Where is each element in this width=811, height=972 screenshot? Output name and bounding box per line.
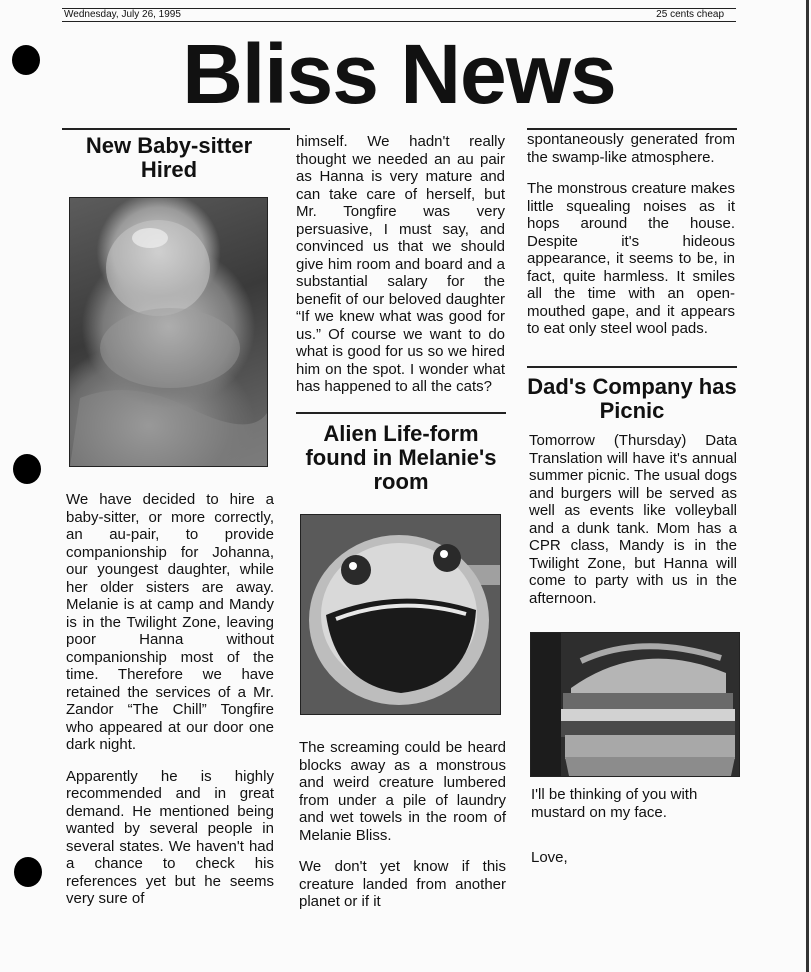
column-2-body — [299, 739, 506, 925]
column-3-divider — [527, 366, 737, 368]
article1-paragraph-2: Apparently he is highly recommended and in great demand. He mentioned being wanted by several people in several states. We haven't had a chance to check his references yet but he seems very sure of — [66, 767, 274, 907]
column-2-divider — [296, 412, 506, 414]
photo-alien-creature — [300, 514, 501, 715]
column-3-headline-box — [527, 375, 737, 423]
masthead-rule-right — [527, 128, 737, 130]
article3-paragraph-2: I'll be thinking of you with mustard on my face. — [531, 786, 698, 821]
column-2-headline-box — [296, 422, 506, 494]
newspaper-title: Bliss News — [182, 27, 616, 121]
photo-baby-sitter — [69, 197, 268, 467]
article1-paragraph-3: himself. We hadn't really thought we needed an au pair as Hanna is very mature and can take care of herself, but Mr. Tongfire was very persuasive, I must say, and convinced us that we should give him room and board and a substantial salary for the benefit of our beloved daughter “If we knew what was good for us.” Of course we want to do what is good for us so we hired him on the spot. I wonder what has happened to all the cats? — [296, 133, 505, 395]
binder-hole-top — [12, 45, 40, 75]
article2-paragraph-2: We don't yet know if this creature landed from another planet or if it — [299, 858, 506, 910]
photo-hamburger-detail — [531, 633, 739, 776]
issue-date: Wednesday, July 26, 1995 — [64, 9, 181, 20]
column-2-top — [296, 133, 505, 410]
article3-paragraph-1: Tomorrow (Thursday) Data Translation will have it's annual summer picnic. The usual dogs and burgers will be served as well as events like volleyball and a dunk tank. Mom has a CPR class, Mandy is in the Twilight Zone, but Hanna will come to party with us in the afternoon. — [529, 432, 737, 607]
issue-price: 25 cents cheap — [656, 9, 724, 20]
headline-picnic: Dad's Company has Picnic — [527, 374, 737, 423]
signoff: Love, — [531, 849, 568, 866]
photo-baby-sitter-detail — [70, 198, 267, 466]
column-1-body — [66, 491, 274, 922]
page-edge — [806, 0, 809, 972]
column-3-top — [527, 131, 735, 352]
column-3-body — [529, 432, 737, 621]
article2-paragraph-4: The monstrous creature makes little squealing noises as it hops around the house. Despite it's hideous appearance, it seems to be, in fact, quite harmless. It smiles all the time with an open-mouthed gape, and it appears to eat only steel wool pads. — [527, 180, 735, 337]
photo-hamburger — [530, 632, 740, 777]
article2-paragraph-3: spontaneously generated from the swamp-like atmosphere. — [527, 131, 735, 166]
article1-paragraph-1: We have decided to hire a baby-sitter, or more correctly, an au-pair, to provide companionship for Johanna, our youngest daughter, while her older sisters are away. Melanie is at camp and Mandy is in the Twilight Zone, leaving poor Hanna without companionship most of the time. Therefore we have retained the services of a Mr. Zandor “The Chill” Tongfire who appeared at our door one dark night. — [66, 491, 274, 753]
article2-paragraph-1: The screaming could be heard blocks away as a monstrous and weird creature lumbered from under a pile of laundry and wet towels in the room of Melanie Bliss. — [299, 739, 506, 844]
masthead-rule-left — [62, 128, 290, 130]
headline-alien: Alien Life-form found in Melanie's room — [305, 421, 497, 494]
photo-alien-detail — [301, 515, 500, 714]
dateline-bar — [62, 8, 736, 22]
binder-hole-bottom — [14, 857, 42, 887]
column-1-top — [66, 134, 272, 182]
headline-baby-sitter: New Baby-sitter Hired — [85, 133, 253, 182]
column-3-footer — [531, 786, 737, 881]
binder-hole-middle — [13, 454, 41, 484]
